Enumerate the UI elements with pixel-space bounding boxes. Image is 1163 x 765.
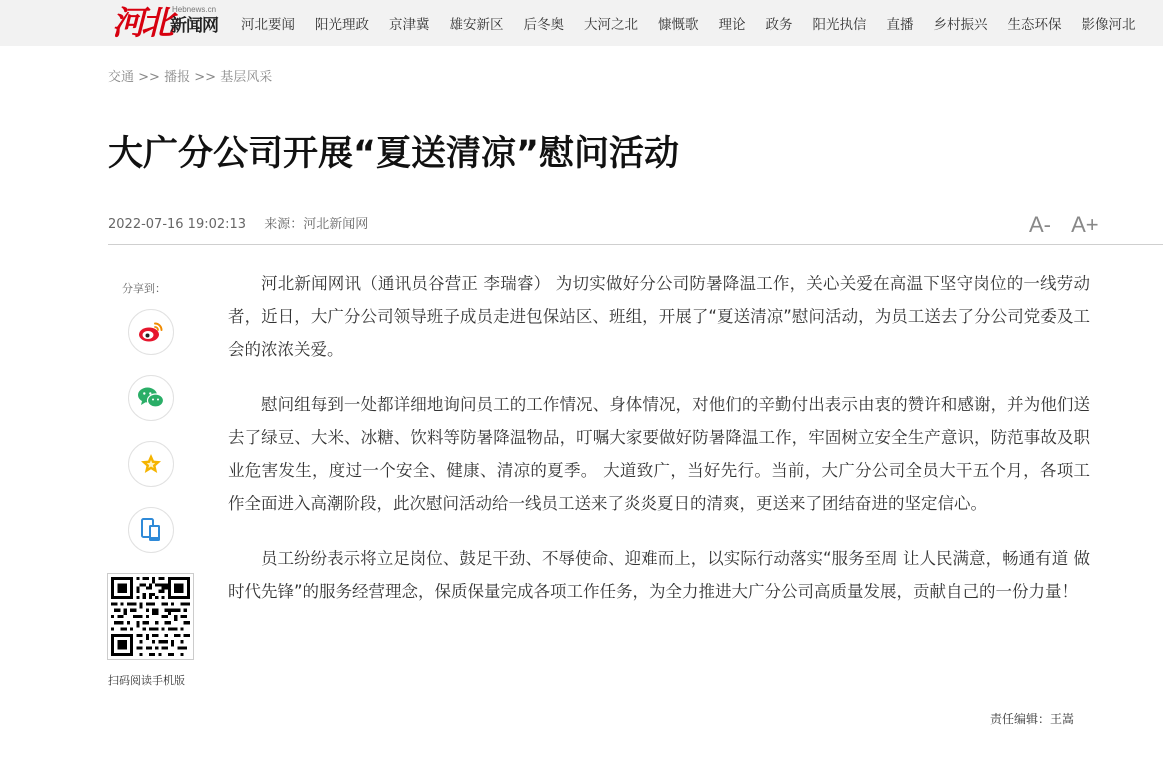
breadcrumb-item-grassroots[interactable]: 基层风采	[220, 70, 273, 85]
share-favorite-button[interactable]	[128, 441, 174, 487]
main-nav	[231, 0, 1146, 46]
site-logo[interactable]	[112, 2, 224, 44]
breadcrumb-separator: >>	[194, 70, 217, 85]
nav-item-sunshine-law[interactable]: 阳光执信	[812, 17, 867, 33]
nav-item-live[interactable]: 直播	[886, 17, 914, 33]
share-weibo-button[interactable]	[128, 309, 174, 355]
nav-item-images[interactable]: 影像河北	[1081, 17, 1136, 33]
logo-site-name: 新闻网	[170, 16, 218, 36]
nav-item-jingjinji[interactable]: 京津冀	[389, 17, 430, 33]
nav-item-dahe-zhibei[interactable]: 大河之北	[584, 17, 638, 33]
qr-caption: 扫码阅读手机版	[108, 674, 185, 687]
article-meta	[108, 213, 368, 232]
article-paragraph: 慰问组每到一处都详细地询问员工的工作情况、身体情况，对他们的辛勤付出表示由衷的赞许和感谢，并为他们送去了绿豆、大米、冰糖、饮料等防暑降温物品，叮嘱大家要做好防暑降温工作，牢固树立安全生产意识，防范事故及职业危害发生，度过一个安全、健康、清凉的夏季。 大道致广，当好先行。当前，大广分公司全员大干五个月，各项工作全面进入高潮阶段，此次慰问活动给一线员工送来了炎炎夏日的清爽，更送来了团结奋进的坚定信心。	[228, 395, 1090, 513]
logo-mark: 河北	[112, 3, 170, 42]
font-size-controls	[1029, 212, 1099, 238]
article-title: 大广分公司开展“夏送清凉”慰问活动	[108, 134, 680, 174]
nav-item-kangkaige[interactable]: 慷慨歌	[658, 17, 699, 33]
wechat-icon	[137, 386, 165, 410]
article-source: 来源：河北新闻网	[264, 217, 369, 232]
top-navigation-bar	[0, 0, 1163, 46]
nav-item-hebei-news[interactable]: 河北要闻	[241, 17, 295, 33]
font-decrease-button[interactable]: A-	[1029, 212, 1051, 237]
mobile-qr-code	[107, 573, 194, 660]
nav-item-government[interactable]: 政务	[765, 17, 793, 33]
mobile-icon	[140, 517, 162, 543]
nav-item-post-olympics[interactable]: 后冬奥	[523, 17, 564, 33]
share-wechat-button[interactable]	[128, 375, 174, 421]
breadcrumb	[108, 66, 272, 85]
font-increase-button[interactable]: A+	[1071, 212, 1099, 237]
nav-item-rural-revitalization[interactable]: 乡村振兴	[933, 17, 988, 33]
qr-code-icon	[111, 577, 190, 656]
favorite-star-icon	[139, 452, 163, 476]
responsible-editor: 责任编辑：王嵩	[990, 712, 1075, 726]
logo-domain: Hebnews.cn	[172, 5, 217, 14]
breadcrumb-separator: >>	[138, 70, 160, 85]
weibo-icon	[138, 321, 164, 343]
breadcrumb-item-traffic[interactable]: 交通	[108, 70, 135, 85]
article-paragraph: 河北新闻网讯（通讯员谷营正 李瑞睿） 为切实做好分公司防暑降温工作，关心关爱在高温下坚守岗位的一线劳动者，近日，大广分公司领导班子成员走进包保站区、班组，开展了“夏送清凉”慰问活动，为员工送去了分公司党委及工会的浓浓关爱。	[228, 274, 1090, 359]
article-paragraph: 员工纷纷表示将立足岗位、鼓足干劲、不辱使命、迎难而上，以实际行动落实“服务至周 让人民满意，畅通有道 做时代先锋”的服务经营理念，保质保量完成各项工作任务，为全力推进大广分公司高质量发展，贡献自己的一份力量！	[228, 549, 1090, 601]
header-divider	[108, 244, 1163, 245]
article-body	[228, 267, 1090, 630]
nav-item-theory[interactable]: 理论	[718, 17, 746, 33]
share-mobile-button[interactable]	[128, 507, 174, 553]
share-label: 分享到：	[122, 282, 166, 295]
publish-datetime: 2022-07-16 19:02:13	[108, 217, 247, 232]
nav-item-sunshine-governance[interactable]: 阳光理政	[315, 17, 369, 33]
nav-item-xiongan[interactable]: 雄安新区	[449, 17, 504, 33]
nav-item-ecology[interactable]: 生态环保	[1007, 17, 1062, 33]
breadcrumb-item-broadcast[interactable]: 播报	[164, 70, 191, 85]
